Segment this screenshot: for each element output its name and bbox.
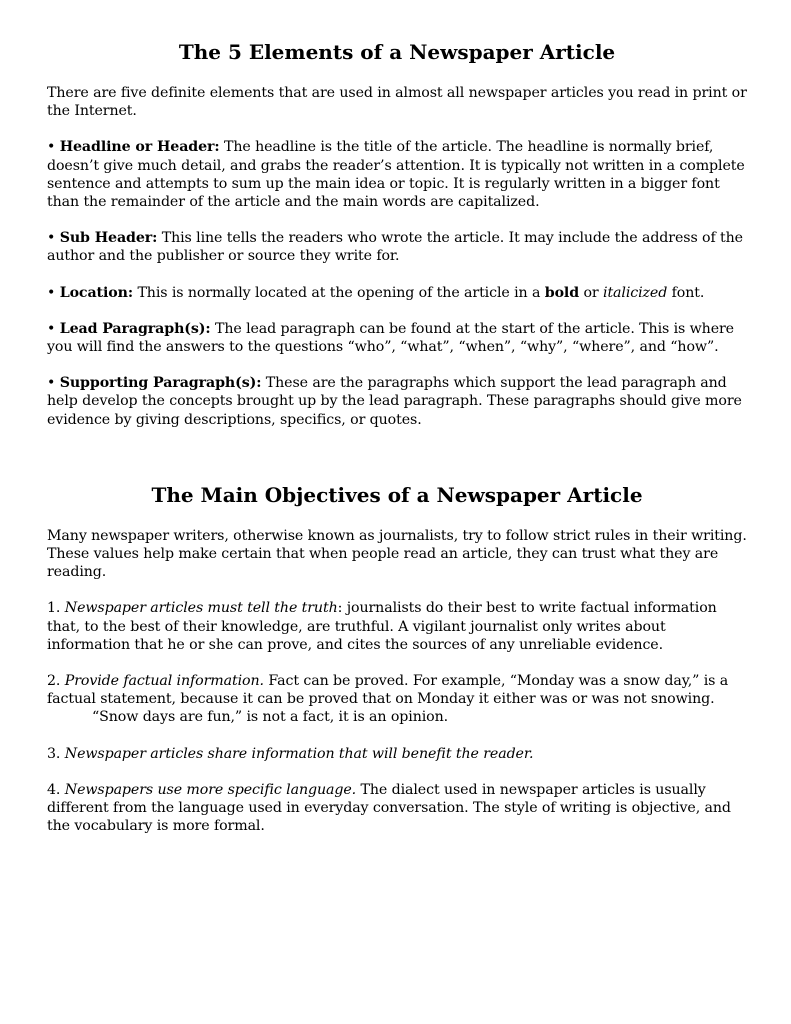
- objective-heading: Newspapers use more specific language.: [64, 781, 357, 798]
- bullet: •: [47, 320, 60, 337]
- objective-number: 4.: [47, 781, 65, 798]
- objective-description: Fact can be proved. For example, “Monday was a snow day,” is a factual statement, because it can be proved that on Monday it either was or was not snowing.: [47, 673, 729, 708]
- section-title-objectives: The Main Objectives of a Newspaper Article: [151, 482, 643, 507]
- element-location: [47, 284, 747, 302]
- element-description: These are the paragraphs which support the lead paragraph and help develop the concepts brought up by the lead paragraph. These paragraphs should give more evidence by giving descriptions, specifics, or quotes.: [47, 375, 742, 428]
- element-headline: [47, 138, 747, 211]
- objectives-intro: Many newspaper writers, otherwise known as journalists, try to follow strict rules in their writing. These values help make certain that when people read an article, they can trust what they are reading.: [47, 527, 747, 581]
- objective-example: “Snow days are fun,” is not a fact, it is an opinion.: [92, 709, 449, 726]
- objective-heading: Newspaper articles must tell the truth: [64, 600, 338, 617]
- objective-description: : journalists do their best to write factual information that, to the best of their knowledge, are truthful. A vigilant journalist only writes about information that he or she can prove, and cites the sources of any unreliable evidence.: [47, 600, 717, 653]
- bullet: •: [47, 284, 60, 301]
- objective-heading: Newspaper articles share information that will benefit the reader.: [64, 745, 534, 762]
- bold-word: bold: [544, 284, 580, 301]
- element-description: font.: [667, 284, 705, 301]
- objective-heading: Provide factual information.: [64, 673, 264, 690]
- objective-description: The dialect used in newspaper articles is usually different from the language used in everyday conversation. The style of writing is objective, and the vocabulary is more formal.: [47, 781, 731, 835]
- elements-intro: There are five definite elements that are used in almost all newspaper articles you read in print or the Internet.: [47, 85, 747, 120]
- element-description: This is normally located at the opening of the article in a: [133, 284, 545, 301]
- element-description: or: [579, 284, 603, 301]
- document-page: [47, 38, 747, 835]
- bullet: •: [47, 230, 60, 247]
- italic-word: italicized: [603, 284, 668, 301]
- objective-factual: [47, 672, 747, 708]
- bullet: •: [47, 139, 60, 156]
- element-description: The lead paragraph can be found at the start of the article. This is where you will find the answers to the questions “who”, “what”, “when”, “why”, “where”, and “how”.: [47, 320, 734, 356]
- element-sub-header: [47, 229, 747, 265]
- element-term: Location:: [59, 284, 134, 301]
- element-description: This line tells the readers who wrote the article. It may include the address of the author and the publisher or source they write for.: [47, 230, 743, 265]
- element-term: Supporting Paragraph(s):: [59, 375, 262, 392]
- element-description: The headline is the title of the article. The headline is normally brief, doesn’t give much detail, and grabs the reader’s attention. It is typically not written in a complete sentence and attempts to sum up the main idea or topic. It is regularly written in a bigger font than the remainder of the article and the main words are capitalized.: [47, 139, 745, 211]
- objective-number: 2.: [47, 673, 65, 690]
- element-lead-paragraph: [47, 320, 747, 356]
- bullet: •: [47, 375, 60, 392]
- element-term: Sub Header:: [59, 230, 158, 247]
- objective-benefit: [47, 745, 747, 763]
- element-term: Lead Paragraph(s):: [59, 320, 211, 337]
- objective-truth: [47, 599, 747, 654]
- element-term: Headline or Header:: [59, 139, 220, 156]
- element-supporting-paragraph: [47, 374, 747, 429]
- objective-language: [47, 781, 747, 836]
- section-title-elements: The 5 Elements of a Newspaper Article: [178, 40, 616, 64]
- objective-number: 3.: [47, 745, 65, 762]
- objective-number: 1.: [47, 600, 65, 617]
